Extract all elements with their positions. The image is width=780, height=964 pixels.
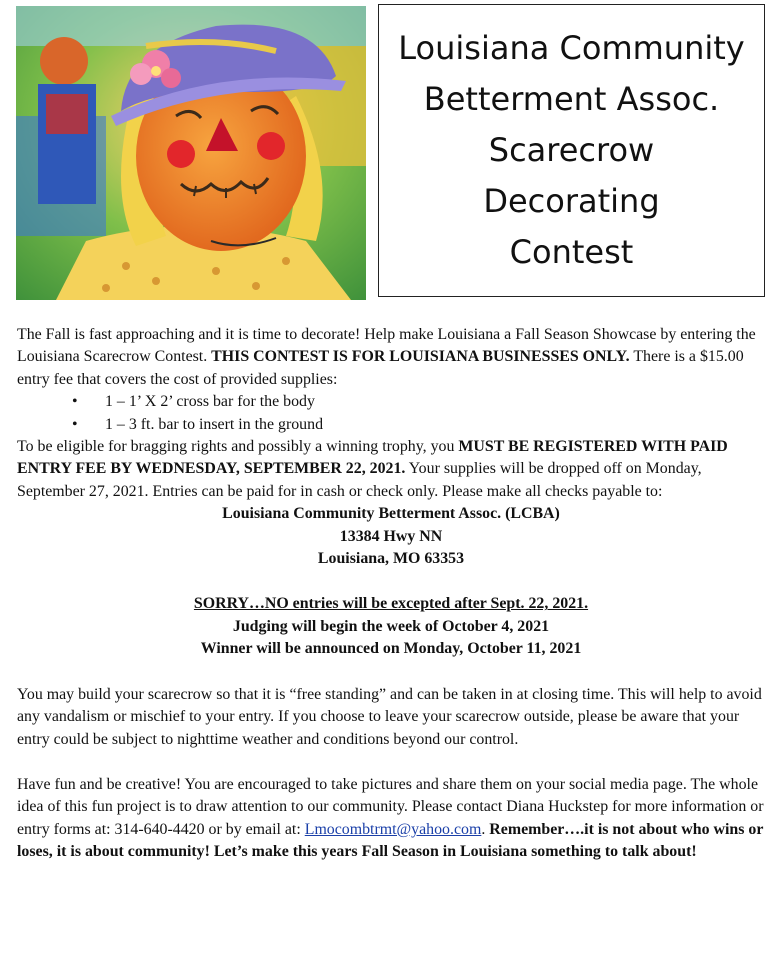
- title-line: Scarecrow: [488, 131, 655, 169]
- title-line: Decorating: [483, 182, 660, 220]
- title-line: Betterment Assoc.: [423, 80, 720, 118]
- address-line: 13384 Hwy NN: [339, 527, 443, 545]
- intro-paragraph: The Fall is fast approaching and it is time to decorate! Help make Louisiana a Fall Season Showcase by entering the Louisiana Scarecrow Contest. THIS CONTEST IS FOR LOUISIANA BUSINESSES ONLY. There is a $15.00 entry fee that covers the cost of provided supplies:: [17, 326, 756, 388]
- list-item: • 1 – 1’ X 2’ cross bar for the body: [17, 391, 765, 413]
- address-line: Louisiana, MO 63353: [317, 550, 465, 568]
- address-line: Louisiana Community Betterment Assoc. (LCBA): [222, 505, 560, 523]
- email-link[interactable]: Lmocombtrmt@yahoo.com: [304, 820, 482, 838]
- judging-date: Judging will begin the week of October 4, 2021: [232, 617, 550, 635]
- title-line: Louisiana Community: [398, 29, 745, 67]
- flyer-body: [17, 324, 765, 864]
- supplies-list: [17, 391, 765, 436]
- build-paragraph: You may build your scarecrow so that it is “free standing” and can be taken in at closing time. This will help to avoid any vandalism or mischief to your entry. If you choose to leave your scarecrow outside, please be aware that your entry could be subject to nighttime weather and conditions beyond our control.: [17, 685, 762, 748]
- mailing-address: [17, 503, 765, 570]
- title-line: Contest: [509, 233, 634, 271]
- scarecrow-illustration: [16, 6, 366, 300]
- no-entries-notice: SORRY…NO entries will be excepted after Sept. 22, 2021.: [193, 595, 589, 613]
- winner-date: Winner will be announced on Monday, October 11, 2021: [200, 640, 582, 658]
- list-item: • 1 – 3 ft. bar to insert in the ground: [17, 414, 765, 436]
- deadline-notice: [17, 593, 765, 660]
- closing-paragraph: Have fun and be creative! You are encouraged to take pictures and share them on your social media page. The whole idea of this fun project is to draw attention to our community. Please contact Diana Huckstep for more information or entry forms at: 314-640-4420 or by email at: Lmocombtrmt@yahoo.com. Remember….it is not about who wins or loses, it is about community! Let’s make this years Fall Season in Louisiana something to talk about!: [17, 775, 764, 861]
- eligibility-paragraph: To be eligible for bragging rights and possibly a winning trophy, you MUST BE REGISTERED WITH PAID ENTRY FEE BY WEDNESDAY, SEPTEMBER 22, 2021. Your supplies will be dropped off on Monday, September 27, 2021. Entries can be paid for in cash or check only. Please make all checks payable to:: [17, 438, 728, 500]
- contest-title-box: [378, 4, 765, 297]
